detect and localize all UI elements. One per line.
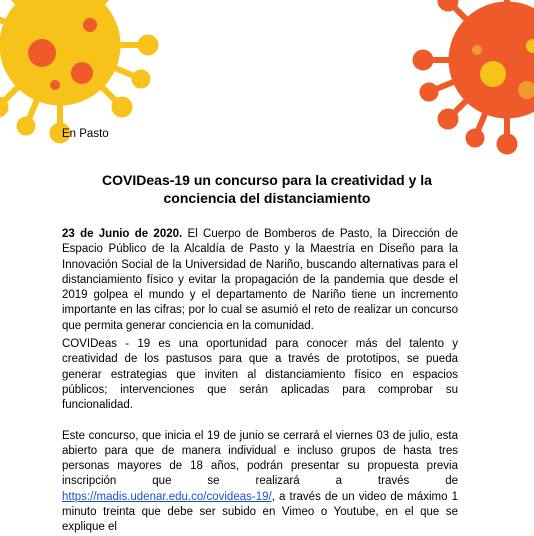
document-body — [62, 227, 458, 536]
registration-link[interactable]: https://madis.udenar.edu.co/covideas-19/ — [62, 490, 272, 503]
paragraph-1-text: El Cuerpo de Bomberos de Pasto, la Dirección de Espacio Público de la Alcaldía de Pasto y la Maestría en Diseño para la Innovación Social de la Universidad de Nariño, buscando alternativas para el distanciamiento físico y evitar la propagación de la pandemia que desde el 2019 golpea el mundo y el departamento de Nariño tiene un incremento importante en las cifras; por lo cual se asumió el reto de realizar un concurso que permita generar conciencia en la comunidad. — [62, 228, 458, 332]
virus-illustration-right-icon — [412, 0, 534, 155]
dateline: En Pasto — [62, 128, 109, 140]
paragraph-2: COVIDeas - 19 es una oportunidad para conocer más del talento y creatividad de los pastusos para que a través de prototipos, se pueda generar estrategias que inviten al distanciamiento físico en espacios públicos; intervenciones que serán aplicadas para comprobar su funcionalidad. — [62, 338, 458, 412]
paragraph-3-text-after: , a través de un video de máximo 1 minuto treinta que debe ser subido en Vimeo o Youtube, en el que se explique el — [62, 490, 458, 534]
title-line-2: conciencia del distanciamiento — [163, 190, 371, 206]
paragraph-3 — [62, 429, 458, 536]
title-line-1: COVIDeas-19 un concurso para la creatividad y la — [102, 172, 432, 188]
virus-illustration-left-icon — [0, 0, 160, 145]
paragraph-1-date: 23 de Junio de 2020. — [62, 228, 183, 240]
paragraph-1 — [62, 227, 458, 334]
paragraph-3-text-before: Este concurso, que inicia el 19 de junio se cerrará el viernes 03 de julio, esta abierto para que de manera individual e incluso grupos de hasta tres personas mayores de 18 años, podrán presentar su propuesta previa inscripción que se realizará a través de — [62, 429, 458, 488]
document-title — [62, 171, 472, 207]
